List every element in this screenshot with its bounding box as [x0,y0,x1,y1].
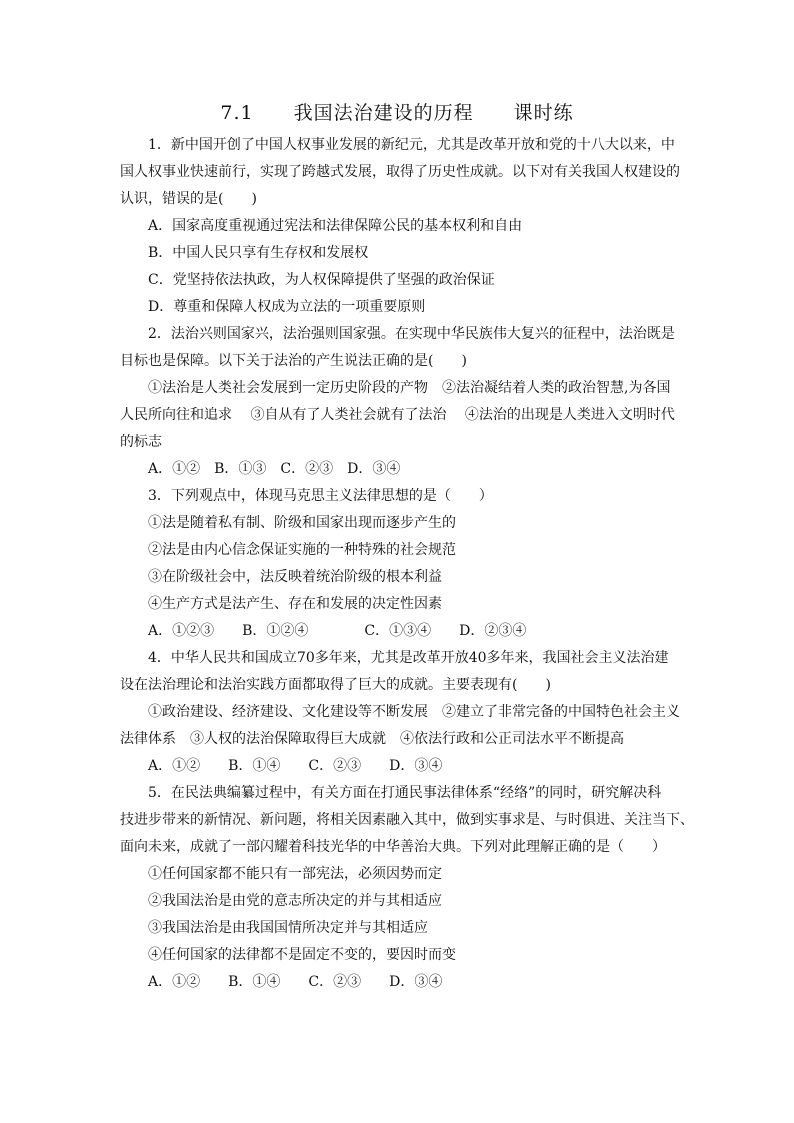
statement-line: ④任何国家的法律都不是固定不变的，要因时而变 [148,947,456,963]
option-c: C．党坚持依法执政，为人权保障提供了坚强的政治保证 [148,272,495,288]
question-stem-line: 面向未来，成就了一部闪耀着科技光华的中华善治大典。下列对此理解正确的是（ ） [120,839,666,855]
question-stem-line: 1．新中国开创了中国人权事业发展的新纪元，尤其是改革开放和党的十八大以来，中 [148,137,675,153]
question-3 [120,483,678,645]
question-stem-line: 3．下列观点中，体现马克思主义法律思想的是（ ） [148,488,493,504]
question-stem-line: 目标也是保障。以下关于法治的产生说法正确的是( ) [120,353,467,369]
statement-line: 法律体系 ③人权的法治保障取得巨大成就 ④依法行政和公正司法水平不断提高 [120,731,624,747]
statement-line: ①政治建设、经济建设、文化建设等不断发展 ②建立了非常完备的中国特色社会主义 [148,704,680,720]
document-title: 7.1 我国法治建设的历程 课时练 [220,102,574,124]
statement-line: ①任何国家都不能只有一部宪法，必须因势而定 [148,866,442,882]
question-stem-line: 国人权事业快速前行，实现了跨越式发展，取得了历史性成就。以下对有关我国人权建设的 [120,164,680,180]
statement-line: 的标志 [120,434,162,450]
option-a: A．国家高度重视通过宪法和法律保障公民的基本权利和自由 [148,218,523,234]
statement-line: 人民所向往和追求 ③自从有了人类社会就有了法治 ④法治的出现是人类进入文明时代 [120,407,675,423]
question-1 [120,132,678,321]
question-stem-line: 5．在民法典编纂过程中，有关方面在打通民事法律体系“经络”的同时，研究解决科 [148,785,662,801]
question-5 [120,780,694,996]
statement-line: ③在阶级社会中，法反映着统治阶级的根本利益 [148,569,442,585]
answer-options: A．①② B．①④ C．②③ D．③④ [148,974,443,990]
question-stem-line: 4．中华人民共和国成立70多年来，尤其是改革开放40多年来，我国社会主义法治建 [148,650,669,666]
question-stem-line: 技进步带来的新情况、新问题，将相关因素融入其中，做到实事求是、与时俱进、关注当下、 [120,812,694,828]
question-stem-line: 认识，错误的是( ) [120,191,257,207]
question-4 [120,645,678,780]
question-list [120,132,694,996]
answer-options: A．①②③ B．①②④ C．①③④ D．②③④ [148,623,527,639]
statement-line: ③我国法治是由我国国情所决定并与其相适应 [148,920,428,936]
answer-options: A．①② B．①④ C．②③ D．③④ [148,758,443,774]
option-d: D．尊重和保障人权成为立法的一项重要原则 [148,299,426,315]
statement-line: ②法是由内心信念保证实施的一种特殊的社会规范 [148,542,456,558]
answer-options: A．①② B．①③ C．②③ D．③④ [148,461,401,477]
statement-line: ①法治是人类社会发展到一定历史阶段的产物 ②法治凝结着人类的政治智慧,为各国 [148,380,671,396]
option-b: B．中国人民只享有生存权和发展权 [148,245,369,261]
question-stem-line: 设在法治理论和法治实践方面都取得了巨大的成就。主要表现有( ) [120,677,551,693]
statement-line: ②我国法治是由党的意志所决定的并与其相适应 [148,893,442,909]
statement-line: ①法是随着私有制、阶级和国家出现而逐步产生的 [148,515,456,531]
question-stem-line: 2．法治兴则国家兴，法治强则国家强。在实现中华民族伟大复兴的征程中，法治既是 [148,326,675,342]
question-2 [120,321,678,483]
statement-line: ④生产方式是法产生、存在和发展的决定性因素 [148,596,442,612]
